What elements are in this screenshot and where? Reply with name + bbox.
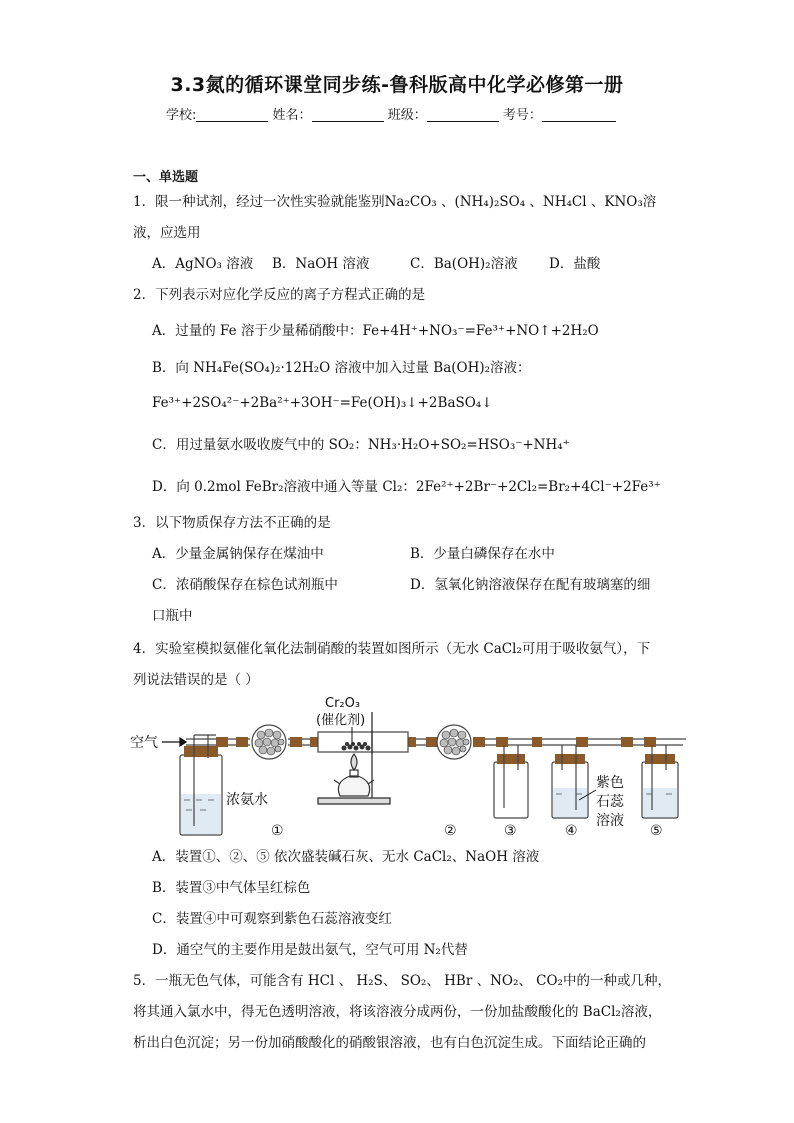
q3-option-c[interactable]: C．浓硝酸保存在棕色试剂瓶中 [152, 577, 338, 593]
label-3: ③ [504, 823, 517, 839]
catalyst-label: (催化剂) [316, 713, 366, 728]
litmus-label-2: 石蕊 [596, 794, 624, 810]
q2-option-c[interactable]: C．用过量氨水吸收废气中的 SO₂：NH₃·H₂O+SO₂=HSO₃⁻+NH₄⁺ [152, 437, 570, 453]
label-1: ① [271, 823, 284, 839]
class-blank[interactable] [427, 107, 499, 122]
name-label: 姓名： [272, 108, 312, 123]
q2-option-d[interactable]: D．向 0.2mol FeBr₂溶液中通入等量 Cl₂：2Fe²⁺+2Br⁻+2Cl₂=Br₂+4Cl⁻+2Fe³⁺ [152, 479, 661, 495]
name-blank[interactable] [312, 107, 384, 122]
label-2: ② [444, 823, 457, 839]
q3-option-b[interactable]: B．少量白磷保存在水中 [410, 546, 555, 562]
q1-option-c[interactable]: C．Ba(OH)₂溶液 [410, 256, 518, 272]
class-label: 班级： [387, 108, 427, 123]
air-arrow [162, 738, 186, 746]
q3-option-a[interactable]: A．少量金属钠保存在煤油中 [152, 546, 324, 562]
label-4: ④ [565, 823, 578, 839]
number-label: 考号： [502, 108, 542, 123]
q2-stem: 2．下列表示对应化学反应的离子方程式正确的是 [133, 287, 426, 303]
q4-option-a[interactable]: A．装置①、②、⑤ 依次盛装碱石灰、无水 CaCl₂、NaOH 溶液 [152, 849, 540, 865]
q3-option-d-line2[interactable]: 口瓶中 [152, 608, 193, 624]
ammonia-label: 浓氨水 [226, 792, 268, 808]
q5-stem-line2: 将其通入氯水中，得无色透明溶液，将该溶液分成两份，一份加盐酸酸化的 BaCl₂溶液， [133, 1004, 662, 1020]
q4-option-c[interactable]: C．装置④中可观察到紫色石蕊溶液变红 [152, 911, 392, 927]
q4-option-b[interactable]: B．装置③中气体呈红棕色 [152, 880, 311, 896]
label-5: ⑤ [650, 823, 663, 839]
drying-tube-2 [437, 725, 471, 759]
apparatus-figure [128, 690, 698, 842]
litmus-bottle-4 [552, 745, 588, 818]
section-heading: 一、单选题 [133, 170, 199, 185]
absorption-bottle-5 [642, 745, 678, 818]
q2-option-a[interactable]: A．过量的 Fe 溶于少量稀硝酸中：Fe+4H⁺+NO₃⁻=Fe³⁺+NO↑+2H₂O [152, 323, 599, 339]
q3-stem: 3．以下物质保存方法不正确的是 [133, 515, 331, 531]
q4-option-d[interactable]: D．通空气的主要作用是鼓出氨气，空气可用 N₂代替 [152, 942, 468, 958]
page-title: 3.3氮的循环课堂同步练-鲁科版高中化学必修第一册 [170, 74, 624, 96]
q1-option-a[interactable]: A．AgNO₃ 溶液 [152, 256, 254, 272]
q3-option-d-line1[interactable]: D．氢氧化钠溶液保存在配有玻璃塞的细 [410, 577, 651, 593]
q4-stem-line1: 4．实验室模拟氨催化氧化法制硝酸的装置如图所示（无水 CaCl₂可用于吸收氨气），下 [133, 641, 651, 657]
q5-stem-line3: 析出白色沉淀；另一份加硝酸酸化的硝酸银溶液，也有白色沉淀生成。下面结论正确的 [133, 1035, 646, 1051]
q4-stem-line2: 列说法错误的是（ ） [133, 672, 259, 688]
reaction-tube [318, 732, 408, 752]
litmus-label-3: 溶液 [596, 813, 624, 829]
q5-stem-line1: 5．一瓶无色气体，可能含有 HCl 、 H₂S、 SO₂、 HBr 、NO₂、 CO₂中的一种或几种， [133, 973, 671, 989]
q1-option-d[interactable]: D．盐酸 [549, 256, 601, 272]
number-blank[interactable] [542, 107, 616, 122]
q1-stem-line1: 1．限一种试剂，经过一次性实验就能鉴别Na₂CO₃ 、(NH₄)₂SO₄ 、NH₄Cl 、KNO₃溶 [133, 194, 657, 210]
air-label: 空气 [130, 735, 158, 751]
ammonia-bottle [180, 735, 222, 835]
catalyst-formula: Cr₂O₃ [325, 696, 361, 711]
student-info-line [166, 104, 616, 123]
drying-tube-1 [252, 725, 286, 759]
q2-option-b-line2[interactable]: Fe³⁺+2SO₄²⁻+2Ba²⁺+3OH⁻=Fe(OH)₃↓+2BaSO₄↓ [152, 395, 493, 411]
q2-option-b-line1[interactable]: B．向 NH₄Fe(SO₄)₂·12H₂O 溶液中加入过量 Ba(OH)₂溶液： [152, 360, 531, 376]
litmus-label-1: 紫色 [596, 775, 624, 791]
alcohol-lamp [334, 754, 374, 796]
school-blank[interactable] [196, 107, 268, 122]
q1-stem-line2: 液，应选用 [133, 225, 201, 241]
q1-option-b[interactable]: B．NaOH 溶液 [272, 256, 370, 272]
collection-bottle-3 [494, 745, 528, 818]
school-label: 学校: [166, 108, 197, 123]
